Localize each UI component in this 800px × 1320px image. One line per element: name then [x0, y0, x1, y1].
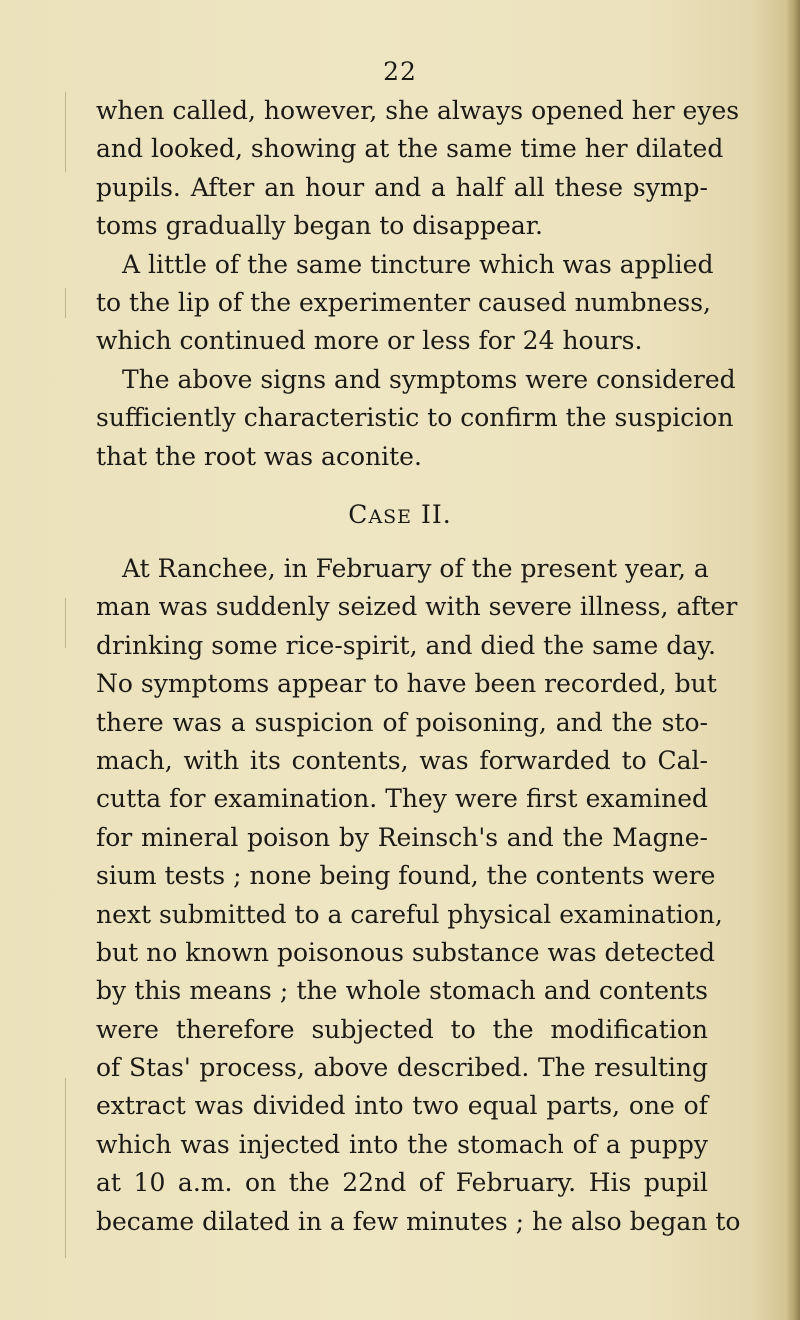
heading-smallcaps: ASE [368, 506, 413, 528]
section-heading [0, 500, 800, 529]
text-line: toms gradually began to disappear. [96, 211, 543, 241]
page-number: 22 [383, 57, 417, 86]
heading-initial: C [348, 500, 369, 529]
text-line: sium tests ; none being found, the contents were [96, 861, 716, 891]
gutter-mark [65, 598, 66, 648]
text-line: for mineral poison by Reinsch's and the Magne- [96, 822, 708, 852]
text-line: extract was divided into two equal parts, one of [96, 1091, 708, 1121]
text-line: sufficiently characteristic to confirm the suspicion [96, 403, 734, 433]
text-line: of Stas' process, above described. The resulting [96, 1053, 708, 1083]
text-line: became dilated in a few minutes ; he also began to [96, 1206, 741, 1236]
text-line: that the root was aconite. [96, 441, 422, 471]
text-line: when called, however, she always opened her eyes [96, 96, 740, 125]
text-line: by this means ; the whole stomach and contents [96, 976, 708, 1006]
text-line: No symptoms appear to have been recorded, but [96, 669, 717, 699]
gutter-mark [65, 92, 66, 172]
gutter-mark [65, 288, 66, 318]
text-line: pupils. After an hour and a half all these symp- [96, 172, 708, 202]
text-line: drinking some rice-spirit, and died the same day. [96, 630, 716, 660]
text-line: A little of the same tincture which was applied [122, 249, 714, 279]
text-line: at 10 a.m. on the 22nd of February. His pupil [96, 1168, 708, 1198]
text-line: were therefore subjected to the modification [96, 1014, 708, 1044]
gutter-mark [65, 1078, 66, 1258]
text-line: which continued more or less for 24 hours. [96, 326, 643, 356]
text-line: next submitted to a careful physical examination, [96, 899, 723, 929]
heading-numeral: II. [421, 500, 452, 529]
text-line: to the lip of the experimenter caused numbness, [96, 287, 711, 317]
text-line: man was suddenly seized with severe illness, after [96, 592, 738, 622]
text-line: At Ranchee, in February of the present year, a [122, 554, 709, 583]
text-line: cutta for examination. They were first examined [96, 784, 708, 814]
text-line: The above signs and symptoms were considered [122, 364, 736, 394]
text-line: and looked, showing at the same time her dilated [96, 134, 724, 164]
paragraph-symptoms [96, 92, 740, 476]
paragraph-case-two [96, 550, 741, 1241]
page-edge-shadow [786, 0, 800, 1320]
text-line: mach, with its contents, was forwarded to Cal- [96, 745, 708, 775]
text-line: but no known poisonous substance was detected [96, 937, 716, 967]
text-line: there was a suspicion of poisoning, and the sto- [96, 707, 708, 737]
text-line: which was injected into the stomach of a puppy [96, 1129, 708, 1159]
